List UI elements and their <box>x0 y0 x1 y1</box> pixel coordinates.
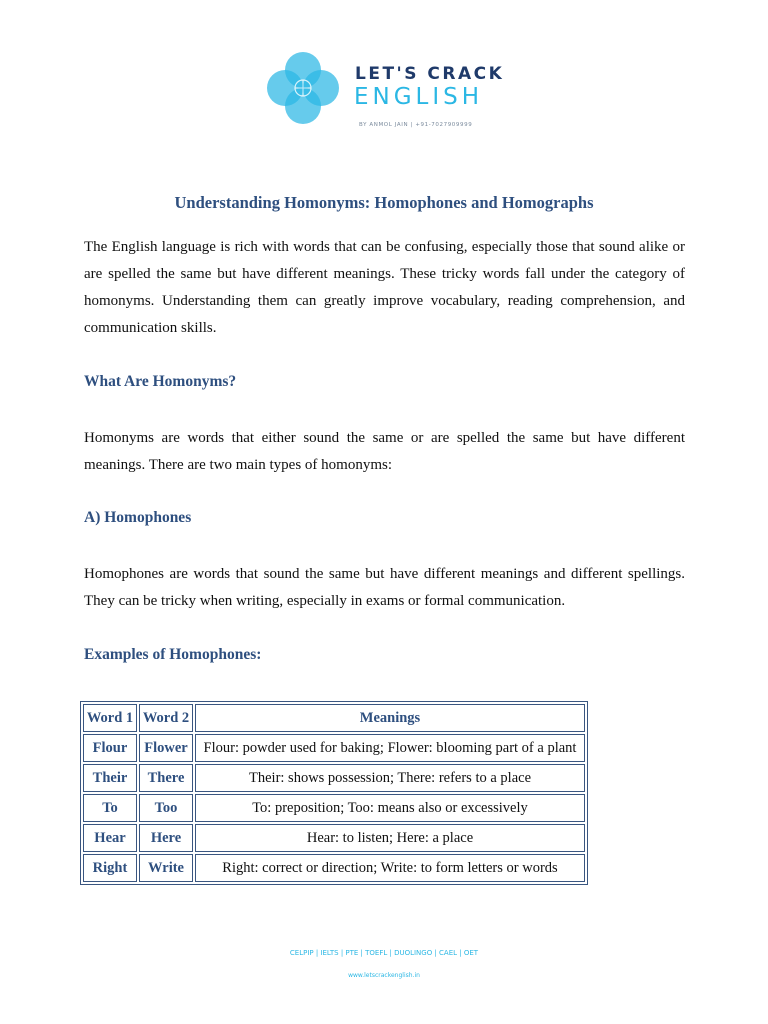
document-title: Understanding Homonyms: Homophones and Homographs <box>174 193 594 213</box>
homonyms-paragraph: Homonyms are words that either sound the same or are spelled the same but have different meanings. There are two main types of homonyms: <box>84 430 685 473</box>
homophones-paragraph: Homophones are words that sound the same but have different meanings and different spellings. They can be tricky when writing, especially in exams or formal communication. <box>84 566 685 609</box>
section-heading-homophones: A) Homophones <box>84 509 192 526</box>
intro-paragraph: The English language is rich with words that can be confusing, especially those that sound alike or are spelled the same but have different meanings. These tricky words fall under the category of homonyms. Understanding them can greatly improve vocabulary, reading comprehension, and communication skills. <box>84 239 685 336</box>
word2-cell: Too <box>139 794 193 822</box>
meaning-cell: To: preposition; Too: means also or excessively <box>195 794 585 822</box>
column-header-word2: Word 2 <box>139 704 193 732</box>
brand-tagline: BY ANMOL JAIN | +91-7027909999 <box>359 122 473 128</box>
footer-website-link[interactable]: www.letscrackenglish.in <box>348 972 420 979</box>
word2-cell: Write <box>139 854 193 882</box>
brand-name-line2: ENGLISH <box>354 84 484 110</box>
meaning-cell: Flour: powder used for baking; Flower: blooming part of a plant <box>195 734 585 762</box>
meaning-cell: Right: correct or direction; Write: to form letters or words <box>195 854 585 882</box>
logo-icon <box>267 52 339 124</box>
homophones-table <box>80 701 588 885</box>
meaning-cell: Hear: to listen; Here: a place <box>195 824 585 852</box>
column-header-word1: Word 1 <box>83 704 137 732</box>
column-header-meanings: Meanings <box>195 704 585 732</box>
section-heading-homonyms: What Are Homonyms? <box>84 373 237 390</box>
word1-cell: Hear <box>83 824 137 852</box>
brand-name-line1: LET'S CRACK <box>355 64 505 84</box>
word1-cell: Their <box>83 764 137 792</box>
table-row <box>83 824 585 852</box>
word1-cell: Flour <box>83 734 137 762</box>
table-row <box>83 734 585 762</box>
table-row <box>83 794 585 822</box>
word1-cell: To <box>83 794 137 822</box>
table-row <box>83 764 585 792</box>
word2-cell: There <box>139 764 193 792</box>
word2-cell: Here <box>139 824 193 852</box>
section-heading-examples: Examples of Homophones: <box>84 646 262 663</box>
table-header-row <box>83 704 585 732</box>
table-row <box>83 854 585 882</box>
footer-exam-list: CELPIP | IELTS | PTE | TOEFL | DUOLINGO | CAEL | OET <box>289 949 479 957</box>
meaning-cell: Their: shows possession; There: refers to a place <box>195 764 585 792</box>
word1-cell: Right <box>83 854 137 882</box>
page-header <box>0 50 768 140</box>
word2-cell: Flower <box>139 734 193 762</box>
